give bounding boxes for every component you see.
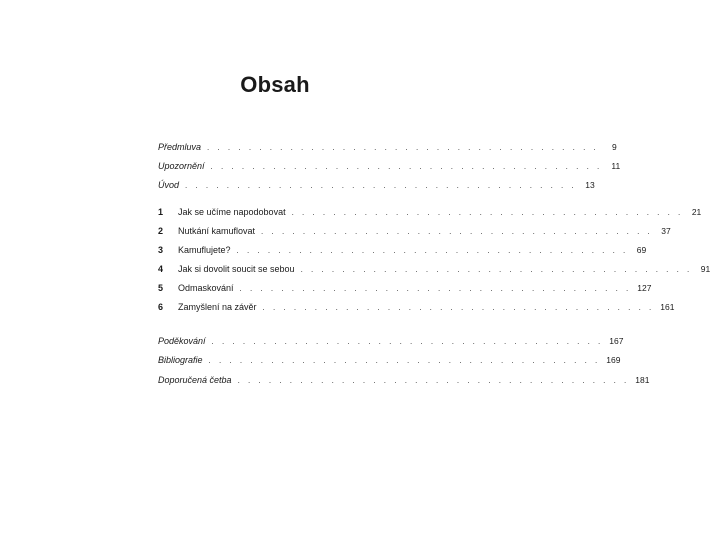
leader-dots: . . . . . . . . . . . . . . . . . . . . . . . . . . . . . . . . . . . . . . [300,265,693,274]
chapter-number: 3 [158,245,164,255]
chapter-number: 4 [158,264,164,274]
toc-entry-label: Úvod [158,180,180,190]
toc-entry-label: Bibliografie [158,355,203,365]
toc-entry-label: Nutkání kamuflovat [178,226,256,236]
toc-entry-page: 161 [660,302,675,312]
toc-chapter-6 [158,299,675,315]
toc-entry-page: 21 [691,207,702,217]
toc-entry-label: Jak si dovolit soucit se sebou [178,264,295,274]
toc-entry-back-1 [158,333,624,349]
toc-entry-label: Odmaskování [178,283,234,293]
toc-entry-page: 91 [700,264,710,274]
toc-entry-label: Zamyšlení na závěr [178,302,257,312]
toc-chapter-5 [158,280,652,296]
toc-entry-page: 11 [611,161,621,171]
toc-entry-label: Poděkování [158,336,206,346]
chapter-number: 5 [158,283,164,293]
toc-chapter-4 [158,261,710,277]
toc-chapter-2 [158,223,671,239]
leader-dots: . . . . . . . . . . . . . . . . . . . . . . . . . . . . . . . . . . . . . . [237,376,630,385]
page-title: Obsah [240,72,310,97]
toc-entry-page: 181 [635,375,650,385]
leader-dots: . . . . . . . . . . . . . . . . . . . . . . . . . . . . . . . . . . . . . . [236,246,629,255]
chapter-number: 2 [158,226,164,236]
toc-entry-label: Jak se učíme napodobovat [178,207,286,217]
toc-entry-page: 13 [585,180,595,190]
leader-dots: . . . . . . . . . . . . . . . . . . . . . . . . . . . . . . . . . . . . . . [211,337,604,346]
leader-dots: . . . . . . . . . . . . . . . . . . . . . . . . . . . . . . . . . . . . . . [185,181,577,190]
toc-entry-page: 69 [636,245,647,255]
toc-entry-page: 167 [609,336,624,346]
toc-chapter-1 [158,204,702,220]
toc-entry-page: 127 [637,283,652,293]
leader-dots: . . . . . . . . . . . . . . . . . . . . . . . . . . . . . . . . . . . . . . [291,208,684,217]
toc-entry-label: Kamuflujete? [178,245,231,255]
toc-entry-back-2 [158,352,621,368]
leader-dots: . . . . . . . . . . . . . . . . . . . . . . . . . . . . . . . . . . . . . . [261,227,653,236]
leader-dots: . . . . . . . . . . . . . . . . . . . . . . . . . . . . . . . . . . . . . . [210,162,603,171]
toc-entry-page: 169 [606,355,621,365]
toc-entry-front-2 [158,158,621,174]
toc-entry-back-3 [158,372,650,388]
toc-entry-page: 37 [661,226,671,236]
toc-entry-label: Předmluva [158,142,202,152]
leader-dots: . . . . . . . . . . . . . . . . . . . . . . . . . . . . . . . . . . . . . . [207,143,599,152]
leader-dots: . . . . . . . . . . . . . . . . . . . . . . . . . . . . . . . . . . . . . . [208,356,601,365]
leader-dots: . . . . . . . . . . . . . . . . . . . . . . . . . . . . . . . . . . . . . . [262,303,655,312]
chapter-number: 1 [158,207,164,217]
leader-dots: . . . . . . . . . . . . . . . . . . . . . . . . . . . . . . . . . . . . . . [239,284,632,293]
toc-entry-label: Upozornění [158,161,205,171]
toc-entry-page: 9 [612,142,617,152]
toc-entry-label: Doporučená četba [158,375,232,385]
chapter-number: 6 [158,302,164,312]
toc-entry-front-3 [158,177,595,193]
toc-entry-front-1 [158,139,617,155]
toc-chapter-3 [158,242,647,258]
